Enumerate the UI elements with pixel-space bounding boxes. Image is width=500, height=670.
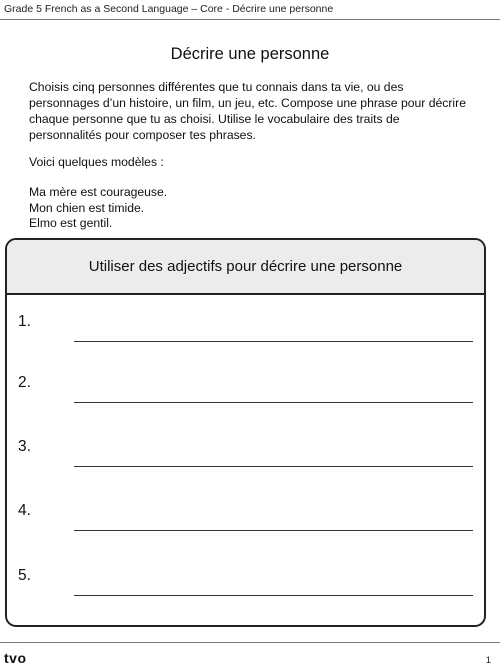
answer-row-1 — [7, 313, 484, 353]
page-title: Décrire une personne — [170, 45, 330, 63]
example-sentence: Elmo est gentil. — [29, 216, 113, 230]
answer-line-1[interactable] — [74, 341, 473, 342]
example-sentence: Ma mère est courageuse. — [29, 185, 168, 199]
answer-row-4 — [7, 502, 484, 542]
answer-card-title: Utiliser des adjectifs pour décrire une personne — [7, 240, 484, 295]
footer-divider — [0, 642, 500, 643]
tvo-logo: tvo — [4, 650, 27, 666]
instructions-paragraph: Choisis cinq personnes différentes que tu connais dans ta vie, ou des personnages d’un histoire, un film, un jeu, etc. Compose une phrase pour décrire chaque personne que tu as choisi. Utilise le vocabulaire des traits de personnalités pour composer tes phrases. — [29, 80, 466, 142]
models-heading: Voici quelques modèles : — [29, 155, 164, 169]
page-number: 1 — [485, 655, 491, 666]
answer-line-5[interactable] — [74, 595, 473, 596]
document-header: Grade 5 French as a Second Language – Core - Décrire une personne — [4, 3, 334, 15]
example-sentence: Mon chien est timide. — [29, 200, 145, 215]
row-number: 1. — [18, 313, 31, 330]
example-sentences — [29, 185, 167, 232]
answer-line-2[interactable] — [74, 402, 473, 403]
answer-line-4[interactable] — [74, 530, 473, 531]
row-number: 5. — [18, 567, 31, 584]
header-divider — [0, 19, 500, 20]
answer-row-5 — [7, 567, 484, 607]
row-number: 2. — [18, 374, 31, 391]
answer-row-2 — [7, 374, 484, 414]
answer-card — [5, 238, 486, 627]
row-number: 4. — [18, 502, 31, 519]
answer-row-3 — [7, 438, 484, 478]
answer-line-3[interactable] — [74, 466, 473, 467]
row-number: 3. — [18, 438, 31, 455]
